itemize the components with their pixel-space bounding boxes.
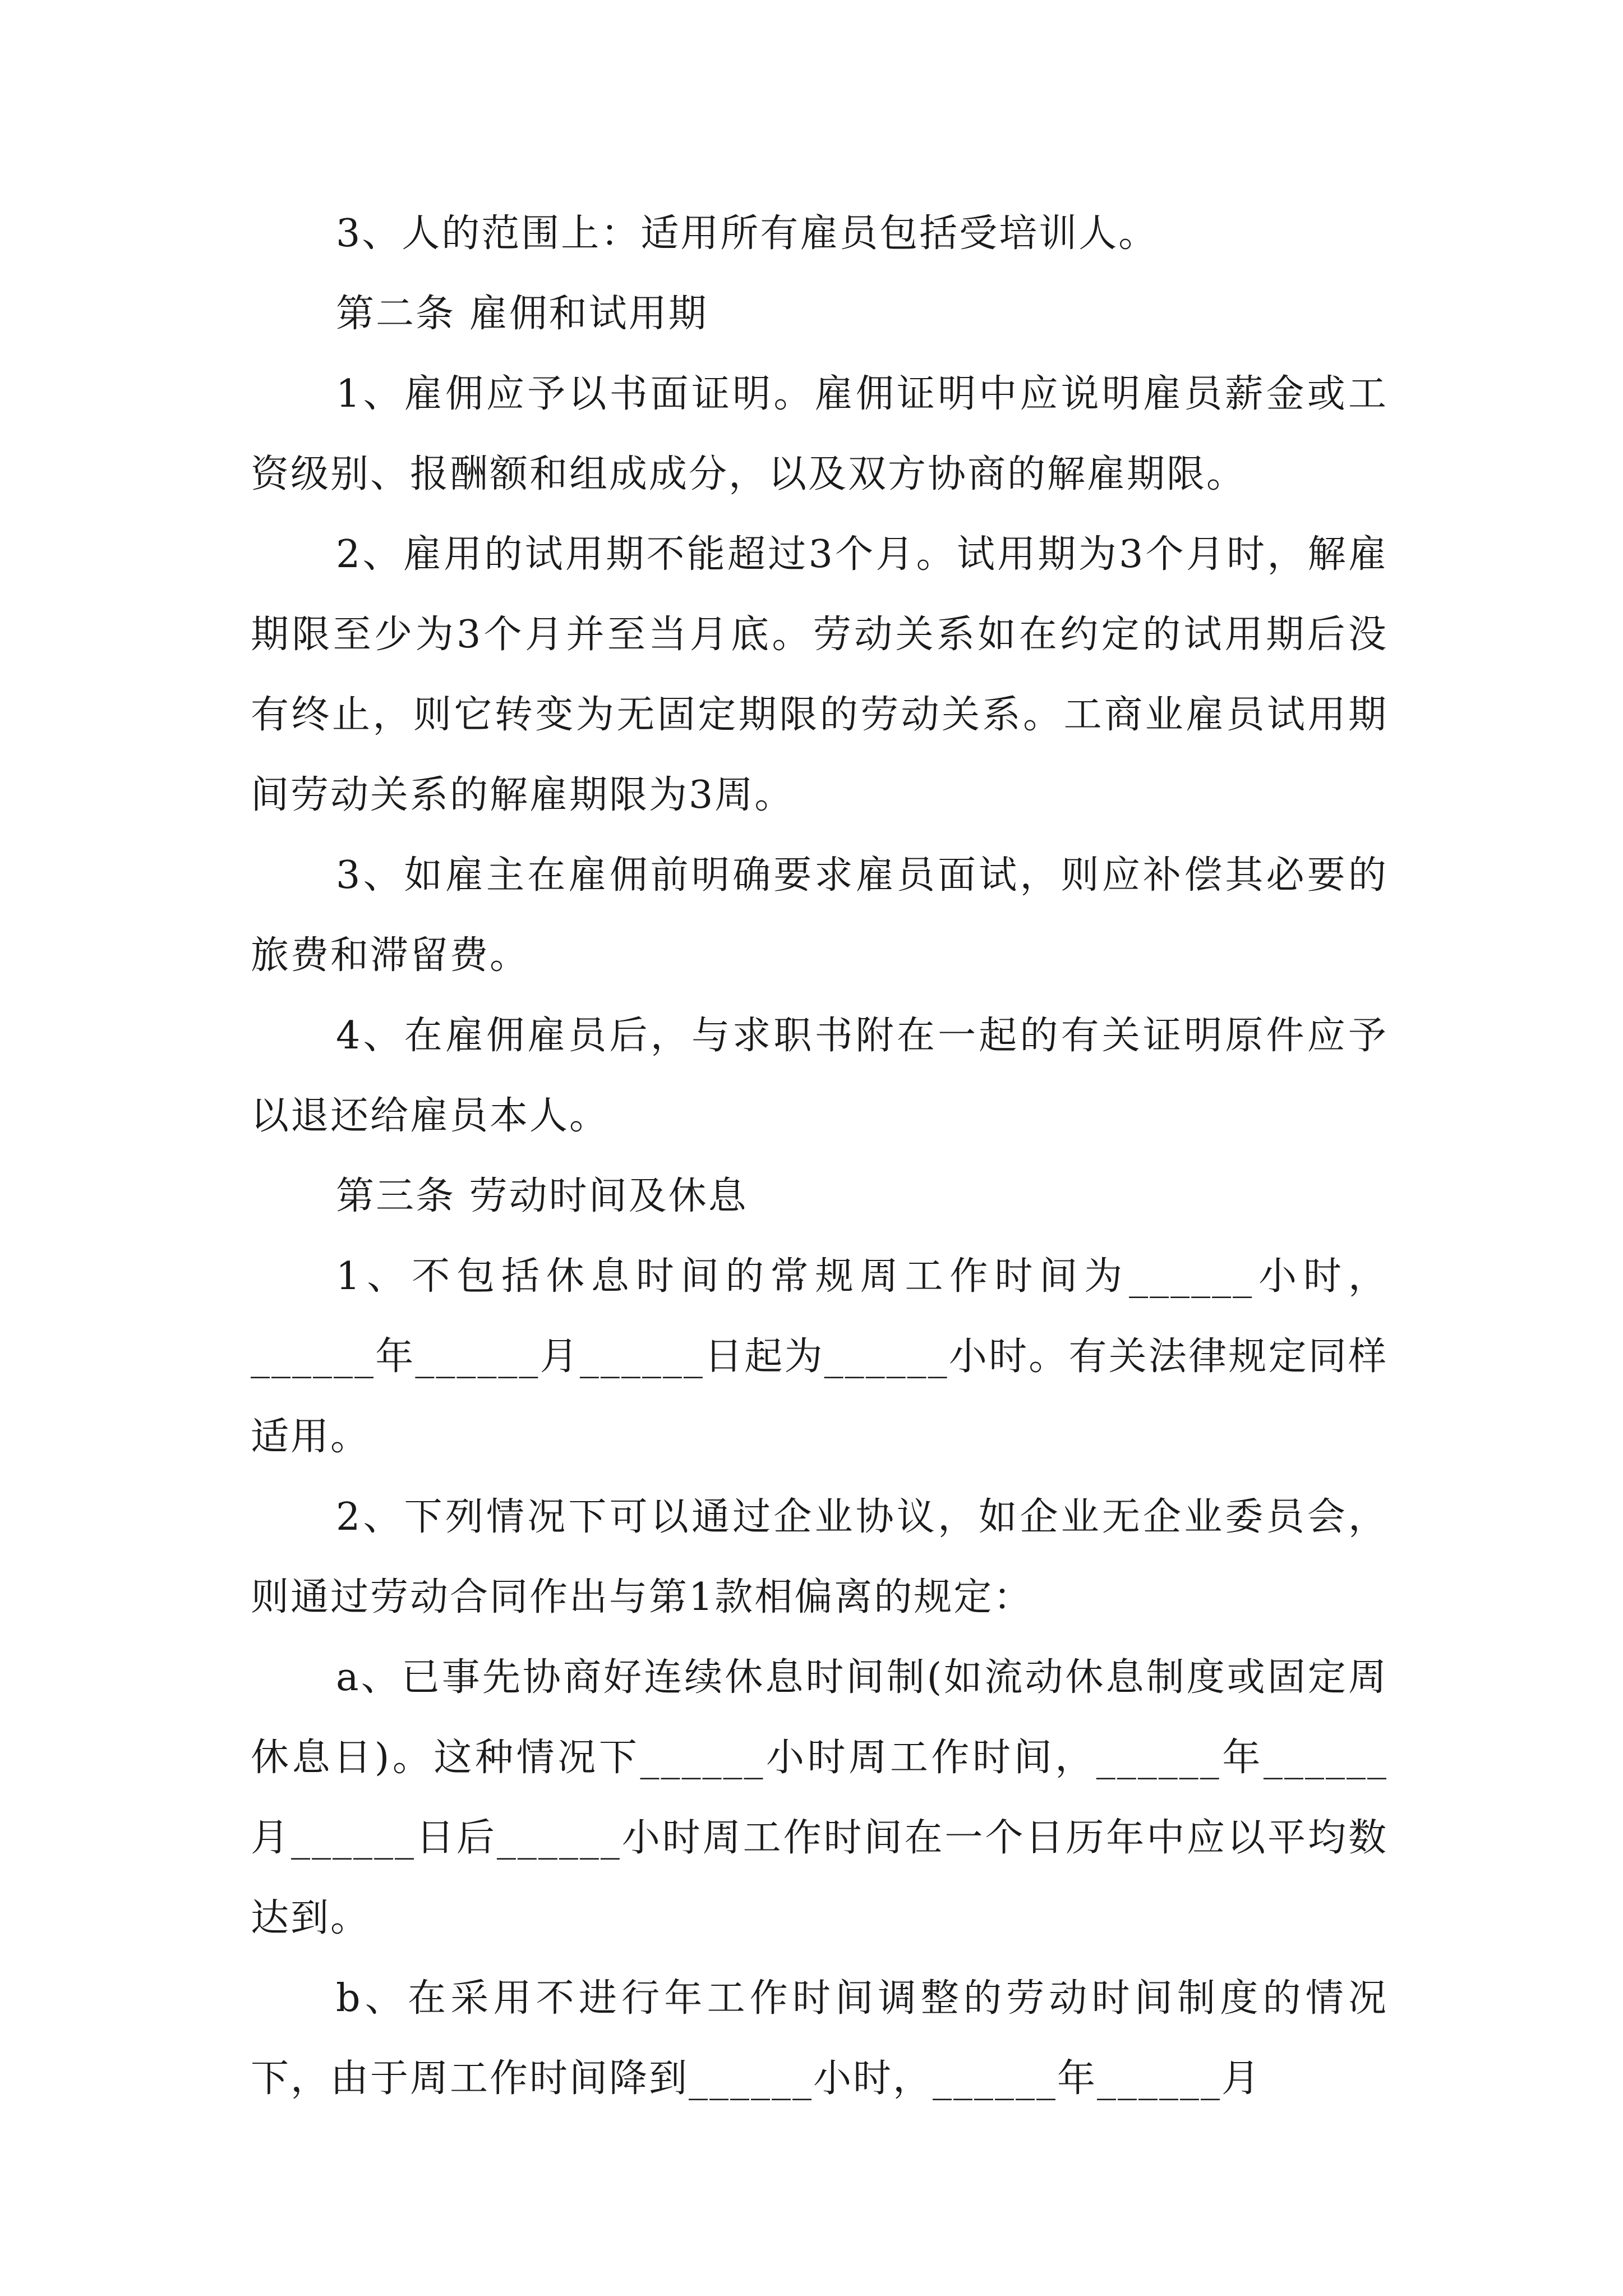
paragraph: 1、不包括休息时间的常规周工作时间为______小时，______年______月______日起为______小时。有关法律规定同样适用。 — [251, 1254, 1388, 1459]
section-heading: 第三条 劳动时间及休息 — [336, 1174, 748, 1218]
paragraph: b、在采用不进行年工作时间调整的劳动时间制度的情况下，由于周工作时间降到______小时，______年______月 — [251, 1976, 1388, 2101]
document-body — [251, 194, 1388, 2119]
paragraph: a、已事先协商好连续休息时间制(如流动休息制度或固定周休息日)。这种情况下______小时周工作时间，______年______月______日后______小时周工作时间在一个日历年中应以平均数达到。 — [251, 1655, 1388, 1940]
paragraph: 1、雇佣应予以书面证明。雇佣证明中应说明雇员薪金或工资级别、报酬额和组成成分，以及双方协商的解雇期限。 — [251, 372, 1388, 496]
paragraph: 3、人的范围上：适用所有雇员包括受培训人。 — [336, 211, 1159, 256]
paragraph: 3、如雇主在雇佣前明确要求雇员面试，则应补偿其必要的旅费和滞留费。 — [251, 853, 1388, 978]
section-heading: 第二条 雇佣和试用期 — [336, 292, 708, 336]
paragraph: 4、在雇佣雇员后，与求职书附在一起的有关证明原件应予以退还给雇员本人。 — [251, 1014, 1388, 1138]
paragraph: 2、雇用的试用期不能超过3个月。试用期为3个月时，解雇期限至少为3个月并至当月底。劳动关系如在约定的试用期后没有终止，则它转变为无固定期限的劳动关系。工商业雇员试用期间劳动关系的解雇期限为3周。 — [251, 532, 1388, 817]
paragraph: 2、下列情况下可以通过企业协议，如企业无企业委员会，则通过劳动合同作出与第1款相偏离的规定： — [251, 1495, 1388, 1619]
